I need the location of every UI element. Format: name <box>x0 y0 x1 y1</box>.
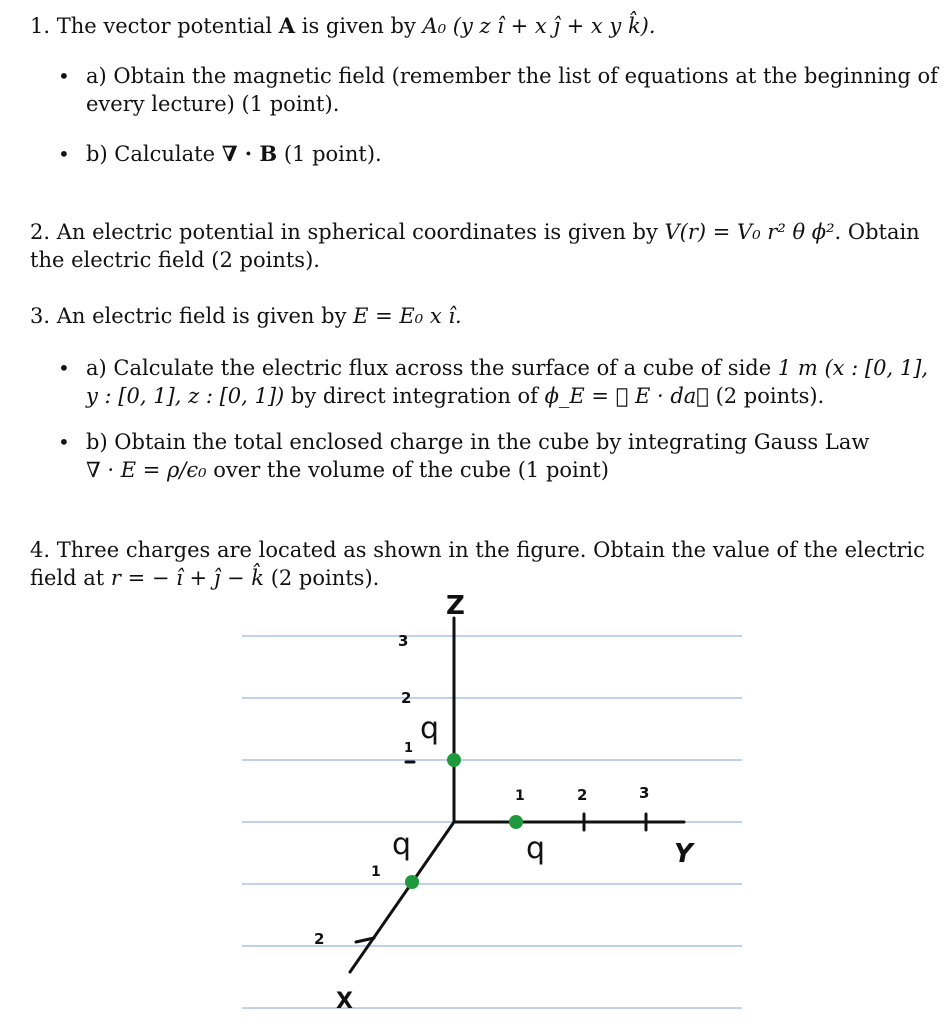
problem-3a-math: 1 m (x : [0, 1], <box>777 356 929 380</box>
bullet: • <box>58 64 70 88</box>
problem-1a-line2: every lecture) (1 point). <box>86 92 340 116</box>
problem-2-line1 <box>30 218 920 246</box>
problem-4-math: r = − î + ĵ − k̂ <box>110 566 265 590</box>
problem-1-text: 1. The vector potential <box>30 14 279 38</box>
bullet: • <box>58 356 70 380</box>
problem-3a-line1 <box>86 354 928 382</box>
problem-4-line1: 4. Three charges are located as shown in the figure. Obtain the value of the electric <box>30 538 925 562</box>
y-tick-label: 1 <box>515 788 525 804</box>
charge-on-x-axis <box>405 875 419 889</box>
problem-3b-math: ∇ · E = ρ/ϵ₀ <box>86 458 207 482</box>
problem-3a-line2 <box>86 382 824 410</box>
problem-3-text: 3. An electric field is given by <box>30 304 354 328</box>
problem-3-math: E = E₀ x î. <box>353 304 462 328</box>
problem-2-suffix: Obtain <box>841 220 920 244</box>
charge-on-y-axis <box>509 815 523 829</box>
problem-3a-text: a) Calculate the electric flux across the surface of a cube of side <box>86 356 778 380</box>
problem-4-suffix: (2 points). <box>264 566 380 590</box>
problem-1-text-mid: is given by <box>295 14 423 38</box>
problem-1a-line1: a) Obtain the magnetic field (remember the list of equations at the beginning of <box>86 64 938 88</box>
charge-on-z-axis <box>447 753 461 767</box>
y-axis-label: Y <box>674 839 693 869</box>
bullet: • <box>58 430 70 454</box>
z-axis-label: Z <box>446 591 465 621</box>
problem-1b <box>86 140 382 168</box>
problem-1-math: A₀ (y z î + x ĵ + x y k̂). <box>422 14 656 38</box>
x-axis-label: X <box>336 989 353 1014</box>
y-tick-label: 2 <box>577 786 588 804</box>
x-tick-label: 1 <box>371 864 381 880</box>
problem-2-line2: the electric field (2 points). <box>30 248 320 272</box>
problem-3a-text-2: by direct integration of <box>284 384 545 408</box>
problem-1b-suffix: (1 point). <box>277 142 382 166</box>
z-tick-label: 1 <box>404 741 414 756</box>
charge-label-x: q <box>392 827 412 862</box>
y-tick-label: 3 <box>639 784 650 802</box>
problem-2-math: V(r) = V₀ r² θ ϕ². <box>664 220 842 244</box>
z-tick-label: 2 <box>401 689 412 707</box>
problem-2-text: 2. An electric potential in spherical coordinates is given by <box>30 220 665 244</box>
problem-3b-line1: b) Obtain the total enclosed charge in the cube by integrating Gauss Law <box>86 430 870 454</box>
x-tick-label: 2 <box>314 930 325 948</box>
charge-label-z: q <box>420 711 440 746</box>
problem-1b-math: ∇ · B <box>221 141 278 166</box>
problem-1b-text: b) Calculate <box>86 142 222 166</box>
problem-3b-line2 <box>86 456 609 484</box>
bullet: • <box>58 142 70 166</box>
problem-1-stem <box>30 12 656 40</box>
problem-3a-math-2: y : [0, 1], z : [0, 1]) <box>86 384 285 408</box>
problem-3a-suffix: (2 points). <box>708 384 825 408</box>
charge-figure <box>238 580 748 1020</box>
problem-1-bold-A: A <box>278 13 296 38</box>
problem-3b-suffix: over the volume of the cube (1 point) <box>206 458 609 482</box>
charge-label-y: q <box>526 831 546 866</box>
problem-3-stem <box>30 302 462 330</box>
problem-3a-flux-integral: ϕ_E = ∯ E · da⃗ <box>544 384 709 408</box>
problem-4-text: field at <box>30 566 111 590</box>
z-tick-label: 3 <box>398 632 409 650</box>
